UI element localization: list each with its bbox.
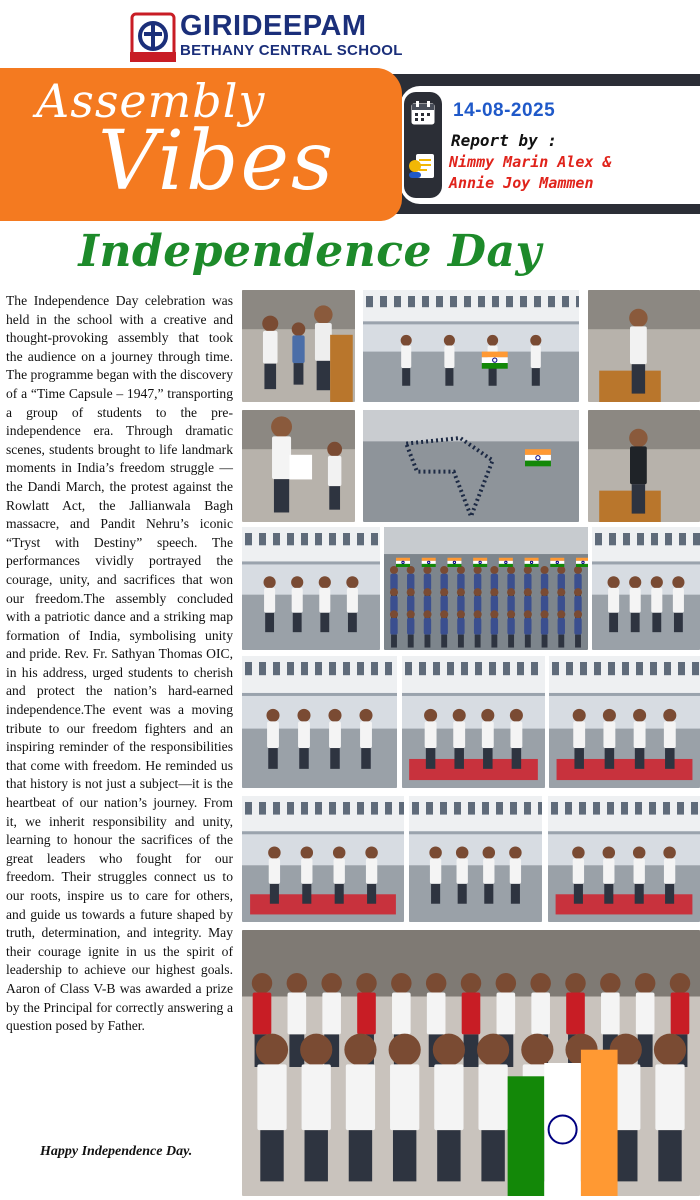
photo-group-with-flag: [242, 930, 700, 1196]
photo-seated-performers: [549, 656, 700, 788]
photo-prize-presentation: [242, 290, 355, 402]
photo-jallianwala-scene-3: [548, 796, 700, 922]
school-crest-icon: [130, 12, 176, 62]
photo-stage-performers: [592, 527, 700, 650]
school-header: [0, 0, 700, 70]
article-body: The Independence Day celebration was held in the school with a creative and thought-provoking assembly that took the audience on a journey through time. The programme began with the discovery of a “Time Capsule – 1947,” transporting a group of students to the pre-independence era. Through dramatic scenes, students brought to life landmark moments in India’s freedom struggle — the Dandi March, the protest against the Rowlatt Act, the Jallianwala Bagh massacre, and Pandit Nehru’s iconic “Tryst with Destiny” speech. The performances vividly portrayed the courage, unity, and sacrifices that won our freedom.The assembly concluded with a patriotic dance and a striking map formation of India, symbolising unity and pride. Rev. Fr. Sathyan Thomas OIC, in his address, urged students to cherish and protect the nation’s hard-earned independence.The event was a moving tribute to our freedom fighters and an inspiring reminder of the responsibilities that come with freedom. He reminded us that history is not just a subject—it is the heartbeat of our nation’s journey. From it, we inherit responsibility and unity, learning to honour the sacrifices of the great leaders who fought for our freedom. Their struggles connect us to our roots, inspire us to care for others, and guide us towards a future shaped by truth, determination, and integrity. May their courage ignite in us the spirit of leadership to achieve our highest goals. Aaron of Class V-B was awarded a prize by the Principal for correctly answering a question posed by Father.: [6, 293, 233, 1034]
photo-student-speech: [242, 410, 355, 522]
photo-nehru-scene: [242, 656, 397, 788]
closing-line: Happy Independence Day.: [40, 1144, 193, 1159]
school-name: GIRIDEEPAM: [180, 10, 367, 42]
reporter-names-line-2: Annie Joy Mammen: [449, 174, 594, 192]
photo-dandi-march-scene: [242, 527, 380, 650]
photo-flag-march: [363, 290, 579, 402]
school-subtitle: BETHANY CENTRAL SCHOOL: [180, 42, 403, 59]
photo-jallianwala-scene-1: [242, 796, 404, 922]
banner-word-vibes: Vibes: [98, 114, 336, 209]
calendar-icon: [410, 100, 436, 126]
photo-map-formation: [363, 410, 579, 522]
reporter-names-line-1: Nimmy Marin Alex &: [449, 153, 612, 171]
banner-word-assembly: Assembly: [36, 74, 266, 128]
report-icon: [407, 150, 439, 182]
report-by-label: Report by :: [451, 131, 557, 150]
event-title: Independence Day: [78, 226, 542, 277]
photo-principal-address: [588, 290, 700, 402]
photo-tricolour-cap-speaker: [588, 410, 700, 522]
photo-patriotic-dance: [402, 656, 545, 788]
assembly-date: 14-08-2025: [453, 100, 556, 121]
photo-flag-waving-crowd: [384, 527, 588, 650]
photo-jallianwala-scene-2: [409, 796, 542, 922]
